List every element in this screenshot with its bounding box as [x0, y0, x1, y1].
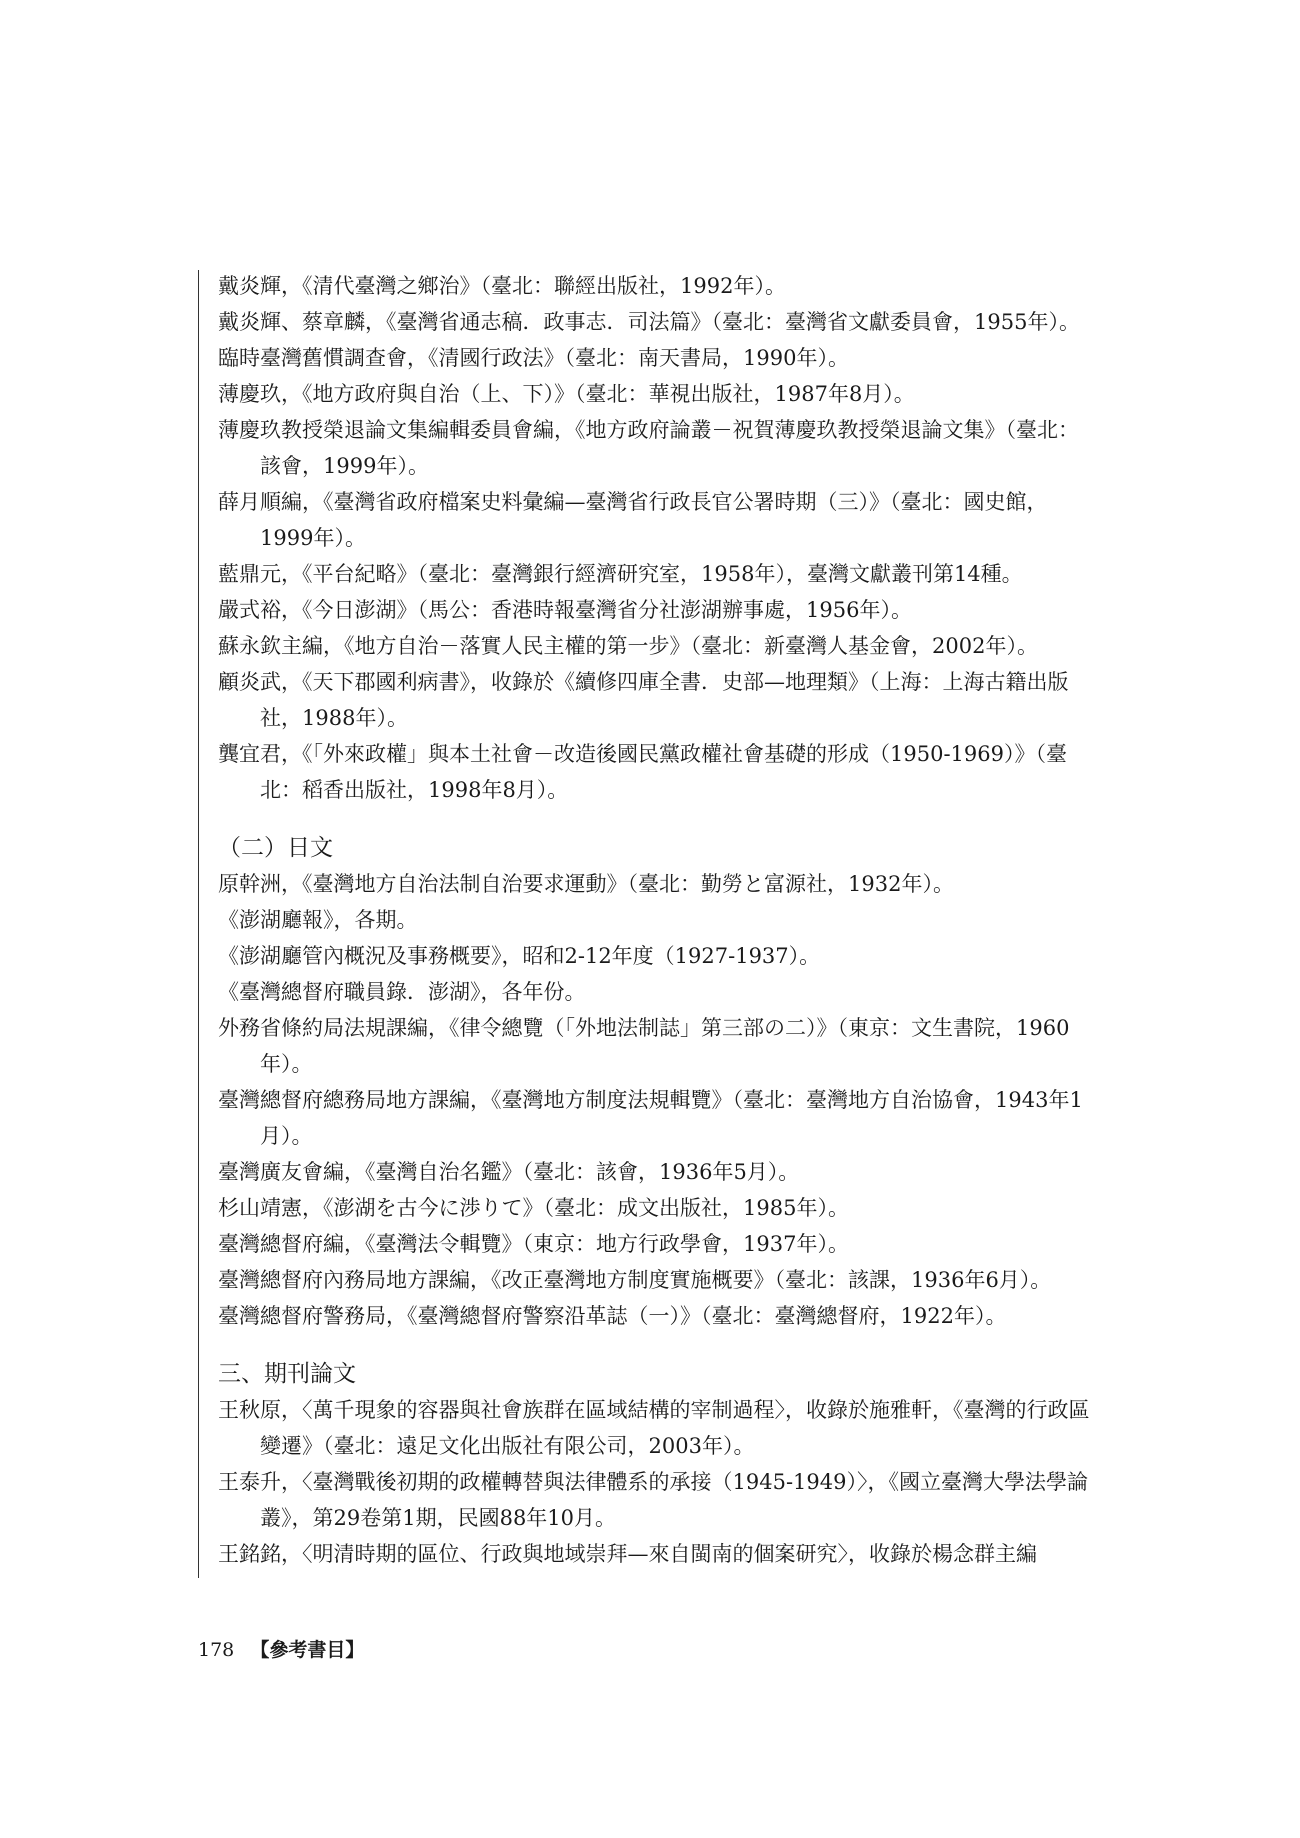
list-item: 《澎湖廳報》，各期。 [218, 908, 418, 932]
section-heading: 三、期刊論文 [218, 1361, 356, 1387]
list-item: 杉山靖憲，《澎湖を古今に渉りて》（臺北：成文出版社，1985年）。 [218, 1196, 849, 1220]
list-item: 藍鼎元，《平台紀略》（臺北：臺灣銀行經濟研究室，1958年），臺灣文獻叢刊第14種。 [218, 562, 1023, 586]
running-section-title: 【參考書目】 [250, 1639, 365, 1661]
list-item: 臨時臺灣舊慣調查會，《清國行政法》（臺北：南天書局，1990年）。 [218, 346, 849, 370]
left-margin-rule [198, 270, 199, 1578]
list-item: 龔宜君，《「外來政權」與本土社會－改造後國民黨政權社會基礎的形成（1950-1969）》（臺北：稻香出版社，1998年8月）。 [218, 742, 1067, 802]
list-item: 臺灣總督府警務局，《臺灣總督府警察沿革誌（一）》（臺北：臺灣總督府，1922年）。 [218, 1304, 1007, 1328]
list-item: 戴炎輝，《清代臺灣之鄉治》（臺北：聯經出版社，1992年）。 [218, 274, 786, 298]
list-item: 嚴式裕，《今日澎湖》（馬公：香港時報臺灣省分社澎湖辦事處，1956年）。 [218, 598, 912, 622]
list-item: 臺灣總督府內務局地方課編，《改正臺灣地方制度實施概要》（臺北：該課，1936年6月）。 [218, 1268, 1052, 1292]
list-item: 戴炎輝、蔡章麟，《臺灣省通志稿．政事志．司法篇》（臺北：臺灣省文獻委員會，1955年）。 [218, 310, 1080, 334]
list-item: 王泰升，〈臺灣戰後初期的政權轉替與法律體系的承接（1945-1949）〉，《國立臺灣大學法學論叢》，第29卷第1期，民國88年10月。 [218, 1470, 1088, 1530]
bibliography-body [218, 268, 1091, 1572]
section-journal-articles [218, 1356, 1091, 1572]
list-item: 王銘銘，〈明清時期的區位、行政與地域崇拜—來自閩南的個案研究〉，收錄於楊念群主編 [218, 1542, 1037, 1566]
list-item: 薄慶玖教授榮退論文集編輯委員會編，《地方政府論叢－祝賀薄慶玖教授榮退論文集》（臺北：該會，1999年）。 [218, 418, 1079, 478]
section-chinese-books [218, 268, 1091, 808]
list-item: 《澎湖廳管內概況及事務概要》，昭和2-12年度（1927-1937）。 [218, 944, 821, 968]
list-item: 原幹洲，《臺灣地方自治法制自治要求運動》（臺北：勤勞と富源社，1932年）。 [218, 872, 954, 896]
list-item: 薄慶玖，《地方政府與自治（上、下）》（臺北：華視出版社，1987年8月）。 [218, 382, 915, 406]
list-item: 薛月順編，《臺灣省政府檔案史料彙編—臺灣省行政長官公署時期（三）》（臺北：國史館，1999年）。 [218, 490, 1048, 550]
page-number: 178 [198, 1639, 235, 1661]
list-item: 顧炎武，《天下郡國利病書》，收錄於《續修四庫全書．史部—地理類》（上海：上海古籍出版社，1988年）。 [218, 670, 1069, 730]
list-item: 外務省條約局法規課編，《律令總覽（「外地法制誌」第三部の二）》（東京：文生書院，1960年）。 [218, 1016, 1070, 1076]
list-item: 蘇永欽主編，《地方自治－落實人民主權的第一步》（臺北：新臺灣人基金會，2002年）。 [218, 634, 1038, 658]
list-item: 臺灣總督府總務局地方課編，《臺灣地方制度法規輯覽》（臺北：臺灣地方自治協會，1943年1月）。 [218, 1088, 1083, 1148]
section-heading: （二）日文 [218, 835, 333, 861]
list-item: 《臺灣總督府職員錄．澎湖》，各年份。 [218, 980, 586, 1004]
page-footer [198, 1635, 364, 1662]
list-item: 臺灣總督府編，《臺灣法令輯覽》（東京：地方行政學會，1937年）。 [218, 1232, 849, 1256]
list-item: 王秋原，〈萬千現象的容器與社會族群在區域結構的宰制過程〉，收錄於施雅軒，《臺灣的行政區變遷》（臺北：遠足文化出版社有限公司，2003年）。 [218, 1398, 1090, 1458]
list-item: 臺灣廣友會編，《臺灣自治名鑑》（臺北：該會，1936年5月）。 [218, 1160, 800, 1184]
section-japanese-books [218, 830, 1091, 1334]
